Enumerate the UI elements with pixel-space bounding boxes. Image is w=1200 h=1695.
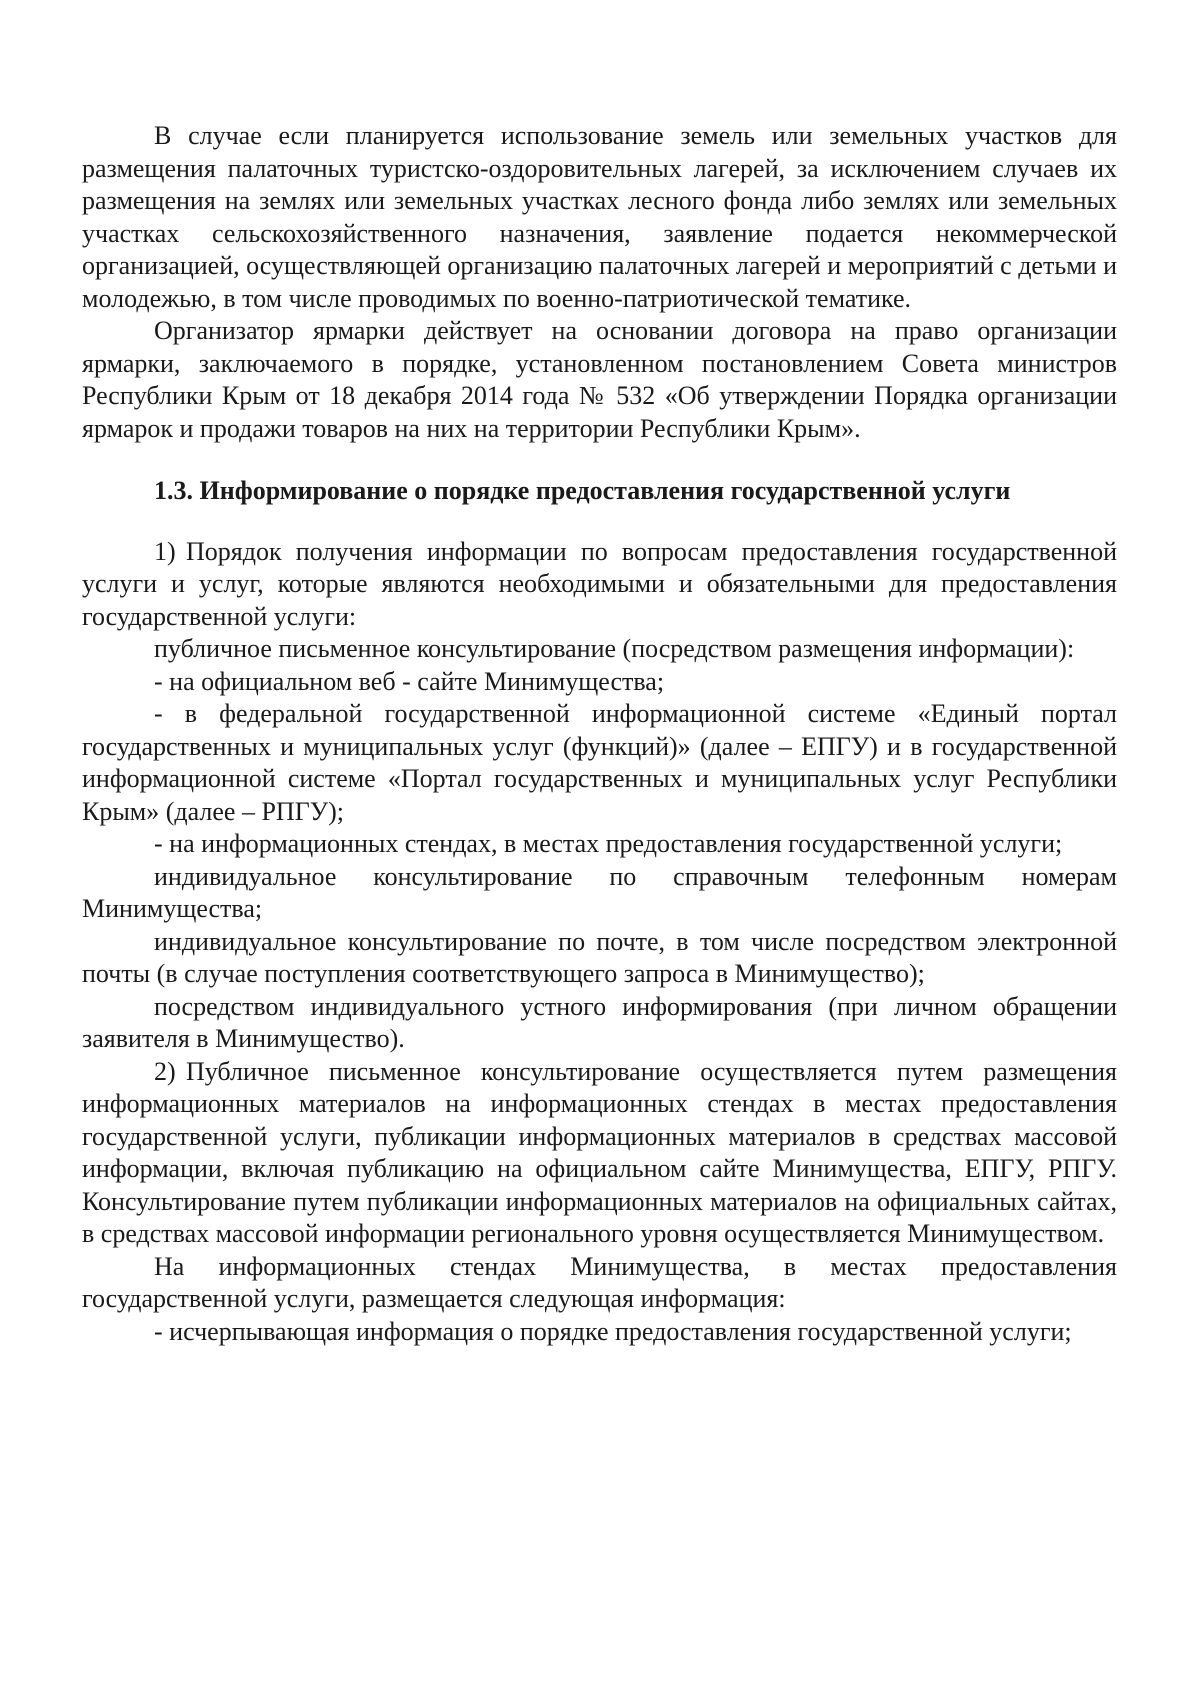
list-item: - на информационных стендах, в местах предоставления государственной услуги;: [154, 829, 1063, 858]
item-1-number: 1): [154, 536, 176, 566]
list-item: посредством индивидуального устного информирования (при личном обращении заявителя в Минимущество).: [82, 991, 1117, 1053]
list-item: - исчерпывающая информация о порядке предоставления государственной услуги;: [154, 1316, 1072, 1346]
item-1: [82, 536, 1117, 634]
paragraph-tent-camps: В случае если планируется использование земель или земельных участков для размещения палаточных туристско-оздоровительных лагерей, за исключением случаев их размещения на землях или земельных участках лесного фонда либо землях или земельных участках сельскохозяйственного назначения, заявление подается некоммерческой организацией, осуществляющей организацию палаточных лагерей и мероприятий с детьми и молодежью, в том числе проводимых по военно-патриотической тематике.: [82, 121, 1117, 313]
document-page: [82, 120, 1117, 1348]
list-item: - в федеральной государственной информационной системе «Единый портал государственных и муниципальных услуг (функций)» (далее – ЕПГУ) и в государственной информационной системе «Портал государственных и муниципальных услуг Республики Крым» (далее – РПГУ);: [82, 699, 1117, 826]
list-item: индивидуальное консультирование по почте, в том числе посредством электронной почты (в случае поступления соответствующего запроса в Минимущество);: [82, 926, 1117, 988]
section-heading: 1.3. Информирование о порядке предоставления государственной услуги: [154, 476, 1011, 505]
item-2: [82, 1056, 1117, 1251]
paragraph-stands: На информационных стендах Минимущества, в местах предоставления государственной услуги, размещается следующая информация:: [82, 1251, 1117, 1313]
list-item: публичное письменное консультирование (посредством размещения информации):: [154, 634, 1075, 663]
list-item: индивидуальное консультирование по справочным телефонным номерам Минимущества;: [82, 861, 1117, 923]
paragraph-fair-organizer: Организатор ярмарки действует на основании договора на право организации ярмарки, заключаемого в порядке, установленном постановлением Совета министров Республики Крым от 18 декабря 2014 года № 532 «Об утверждении Порядка организации ярмарок и продажи товаров на них на территории Республики Крым».: [82, 316, 1117, 443]
item-2-text: Публичное письменное консультирование осуществляется путем размещения информационных материалов на информационных стендах в местах предоставления государственной услуги, публикации информационных материалов в средствах массовой информации, включая публикацию на официальном сайте Минимущества, ЕПГУ, РПГУ. Консультирование путем публикации информационных материалов на официальных сайтах, в средствах массовой информации регионального уровня осуществляется Минимуществом.: [82, 1056, 1117, 1248]
item-2-number: 2): [154, 1056, 176, 1086]
item-1-text: Порядок получения информации по вопросам предоставления государственной услуги и услуг, которые являются необходимыми и обязательными для предоставления государственной услуги:: [82, 536, 1117, 631]
list-item: - на официальном веб - сайте Минимущества;: [154, 666, 665, 696]
